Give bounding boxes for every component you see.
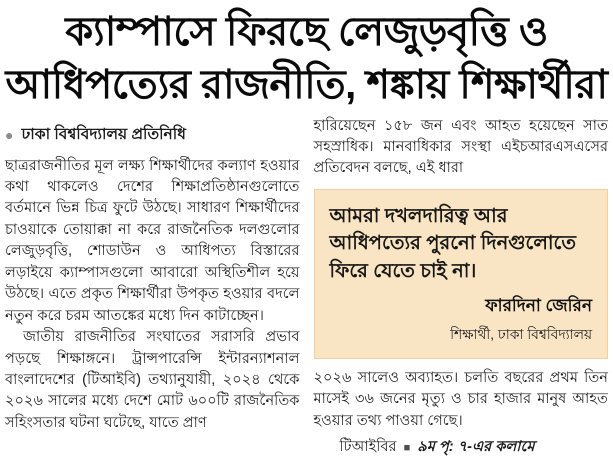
body-paragraph-3: হারিয়েছেন ১৫৮ জন এবং আহত হয়েছেন সাত সহস্রাধিক। মানবাধিকার সংস্থা এইচআরএসএসের প্রতিবেদন বলছে, এই ধারা xyxy=(313,117,608,177)
pull-quote-box xyxy=(314,189,609,359)
jump-page-reference: ৯ম পৃ: ৭-এর কলামে xyxy=(417,439,535,456)
byline-bullet-icon: ● xyxy=(5,126,14,143)
body-paragraph-1: ছাত্ররাজনীতির মূল লক্ষ্য শিক্ষার্থীদের কল্যাণ হওয়ার কথা থাকলেও দেশের শিক্ষাপ্রতিষ্ঠানগুলোতে বর্তমানে ভিন্ন চিত্র ফুটে উঠছে। সাধারণ শিক্ষার্থীদের চাওয়াকে তোয়াক্কা না করে রাজনৈতিক দলগুলোর লেজুড়বৃত্তি, শোডাউন ও আধিপত্য বিস্তারের লড়াইয়ে ক্যাম্পাসগুলো আবারো অস্থিতিশীল হয়ে উঠছে। এতে প্রকৃত শিক্ষার্থীরা উপকৃত হওয়ার বদলে নতুন করে চরম আতঙ্কের মধ্যে দিন কাটাচ্ছেন। xyxy=(5,157,300,324)
byline-text: ঢাকা বিশ্ববিদ্যালয় প্রতিনিধি xyxy=(21,125,186,143)
body-paragraph-4: ২০২৬ সালেও অব্যাহত। চলতি বছরের প্রথম তিন মাসেই ৩৬ জনের মৃত্যু ও চার হাজার মানুষ আহত হওয়ার তথ্য পাওয়া গেছে। xyxy=(313,369,608,429)
right-column xyxy=(314,116,609,460)
pull-quote-text: আমরা দখলদারিত্ব আর আধিপত্যের পুরনো দিনগুলোতে ফিরে যেতে চাই না। xyxy=(329,204,577,282)
quote-attribution-role: শিক্ষার্থী, ঢাকা বিশ্ববিদ্যালয় xyxy=(450,326,592,342)
article-columns xyxy=(3,116,610,460)
quote-attribution-name: ফারদিনা জেরিন xyxy=(485,295,592,315)
byline xyxy=(5,122,300,148)
left-column xyxy=(5,116,300,435)
article-headline: ক্যাম্পাসে ফিরছে লেজুড়বৃত্তি ও আধিপত্যের রাজনীতি, শঙ্কায় শিক্ষার্থীরা xyxy=(5,10,608,107)
continuation-line xyxy=(314,436,609,460)
jump-keyword: টিআইবির xyxy=(339,439,397,456)
body-paragraph-2: জাতীয় রাজনীতির সংঘাতের সরাসরি প্রভাব পড়ছে শিক্ষাঙ্গনে। ট্রান্সপারেন্সি ইন্টারন্যাশনাল বাংলাদেশের (টিআইবি) তথ্যানুযায়ী, ২০২৪ থেকে ২০২৬ সালের মধ্যে দেশে মোট ৬০০টি রাজনৈতিক সহিংসতার ঘটনা ঘটেছে, যাতে প্রাণ xyxy=(5,329,300,431)
square-marker-icon: ■ xyxy=(403,441,411,454)
